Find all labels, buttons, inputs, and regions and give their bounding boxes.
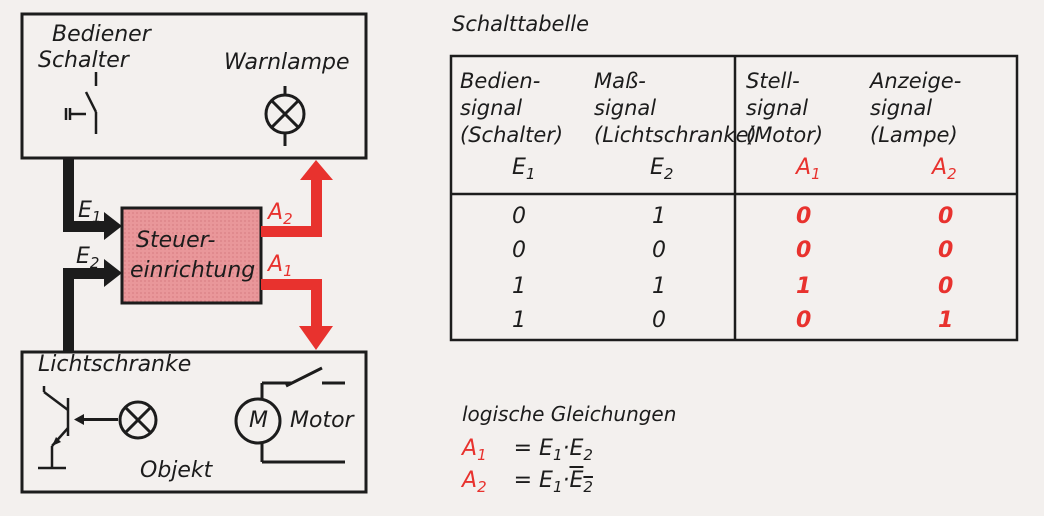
col-header-lamp: Anzeige- signal (Lampe) [870,69,962,147]
col-symbol-a1: $A_1$ [796,155,821,183]
object-lamp-icon [120,402,156,438]
table-cell: 1 [512,274,526,299]
col-header-light-barrier: Maß- signal (Lichtschranke) [594,69,757,147]
controller-label-line1: Steuer- [136,228,216,253]
table-cell: 0 [512,238,526,263]
table-cell: 1 [652,274,666,299]
switch-icon [66,72,96,134]
table-cell: 1 [512,308,526,333]
table-cell: 1 [938,308,954,333]
motor-label: Motor [290,408,354,433]
light-barrier-label: Lichtschranke [38,352,192,377]
table-cell: 0 [938,274,954,299]
signal-a1-label: $A_1$ [268,252,293,280]
light-path-arrow [74,414,118,425]
equations-title: logische Gleichungen [462,402,677,426]
phototransistor-icon [38,386,68,468]
negated-e2: $E_2$ [569,468,593,496]
table-cell: 0 [938,238,954,263]
col-symbol-e2: $E_2$ [650,155,674,183]
table-cell: 0 [652,238,666,263]
col-symbol-e1: $E_1$ [512,155,536,183]
equation-a2: $A_2 = E_1\cdot E_2$ [462,468,593,496]
signal-a2-label: $A_2$ [268,200,293,228]
col-header-operator: Bedien- signal (Schalter) [460,69,564,147]
col-header-motor: Stell- signal (Motor) [746,69,824,147]
table-cell: 0 [796,204,812,229]
object-label: Objekt [140,458,213,483]
signal-a1-arrow [261,279,333,350]
signal-e2-label: $E_2$ [76,244,100,272]
motor-symbol: M [249,408,268,433]
col-symbol-a2: $A_2$ [932,155,957,183]
signal-e1-label: $E_1$ [78,198,102,226]
operator-label-line1: Bediener [52,22,151,47]
table-cell: 0 [938,204,954,229]
controller-box [122,208,261,303]
table-cell: 0 [796,238,812,263]
equation-a1: $A_1 = E_1\cdot E_2$ [462,436,593,464]
table-cell: 0 [796,308,812,333]
table-title: Schalttabelle [452,12,590,36]
table-cell: 1 [652,204,666,229]
operator-label-line2: Schalter [38,48,129,73]
table-cell: 0 [652,308,666,333]
warning-lamp-label: Warnlampe [224,50,350,75]
signal-e2-arrow [63,259,122,352]
controller-label-line2: einrichtung [130,258,256,283]
warning-lamp-icon [266,86,304,146]
table-cell: 1 [796,274,812,299]
table-cell: 0 [512,204,526,229]
